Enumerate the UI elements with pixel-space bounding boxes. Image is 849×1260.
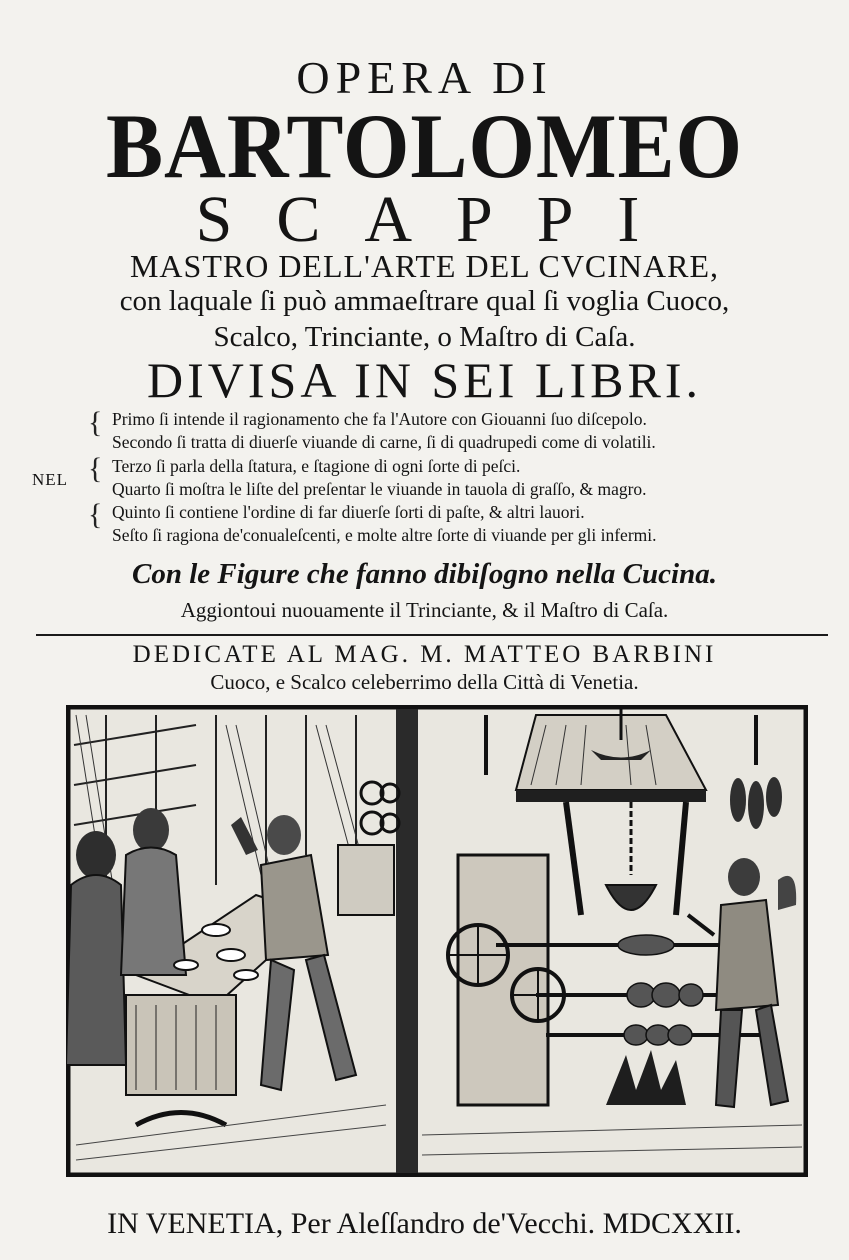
book-item: Secondo ſi tratta di diuerſe viuande di carne, ſi di quadrupedi come di volatili. — [112, 432, 656, 453]
added-line: Aggiontoui nuouamente il Trinciante, & il Maſtro di Caſa. — [180, 598, 669, 622]
title-author-surname: SCAPPI — [195, 183, 684, 256]
subtitle-con-laquale: con laquale ſi può ammaeſtrare qual ſi voglia Cuoco, — [119, 285, 730, 317]
brace-icon: { — [88, 498, 103, 531]
book-item: Quinto ſi contiene l'ordine di far diuerſe ſorti di paſte, & altri lauori. — [112, 502, 585, 523]
brace-icon: { — [88, 452, 103, 485]
figure-line: Con le Figure che fanno dibiſogno nella Cucina. — [132, 558, 717, 590]
title-author-first-name: BARTOLOMEO — [105, 95, 743, 197]
nel-label: NEL — [32, 470, 69, 489]
book-item: Quarto ſi moſtra le liſte del preſentar le viuande in tauola di graſſo, & magro. — [112, 478, 647, 499]
subtitle-mastro: MASTRO DELL'ARTE DEL CVCINARE, — [129, 248, 720, 284]
book-item: Primo ſi intende il ragionamento che fa l'Autore con Giouanni ſuo diſcepolo. — [112, 409, 647, 429]
divider — [36, 634, 828, 636]
dedication-sub: Cuoco, e Scalco celeberrimo della Città di Venetia. — [210, 670, 639, 694]
subtitle-scalco: Scalco, Trinciante, o Maſtro di Caſa. — [213, 321, 636, 353]
title-opera-di: OPERA DI — [296, 52, 553, 103]
book-item: Seſto ſi ragiona de'conualeſcenti, e molte altre ſorte di viuande per gli infermi. — [112, 525, 657, 546]
imprint: IN VENETIA, Per Aleſſandro de'Vecchi. MDCXXII. — [107, 1207, 742, 1240]
kitchen-woodcut-illustration — [66, 705, 808, 1177]
dedication: DEDICATE AL MAG. M. MATTEO BARBINI — [132, 641, 717, 668]
books-list — [112, 408, 832, 548]
brace-icon: { — [88, 406, 103, 439]
book-item: Terzo ſi parla della ſtatura, e ſtagione di ogni ſorte di peſci. — [112, 455, 521, 476]
divisa-in-sei-libri: DIVISA IN SEI LIBRI. — [147, 352, 702, 408]
